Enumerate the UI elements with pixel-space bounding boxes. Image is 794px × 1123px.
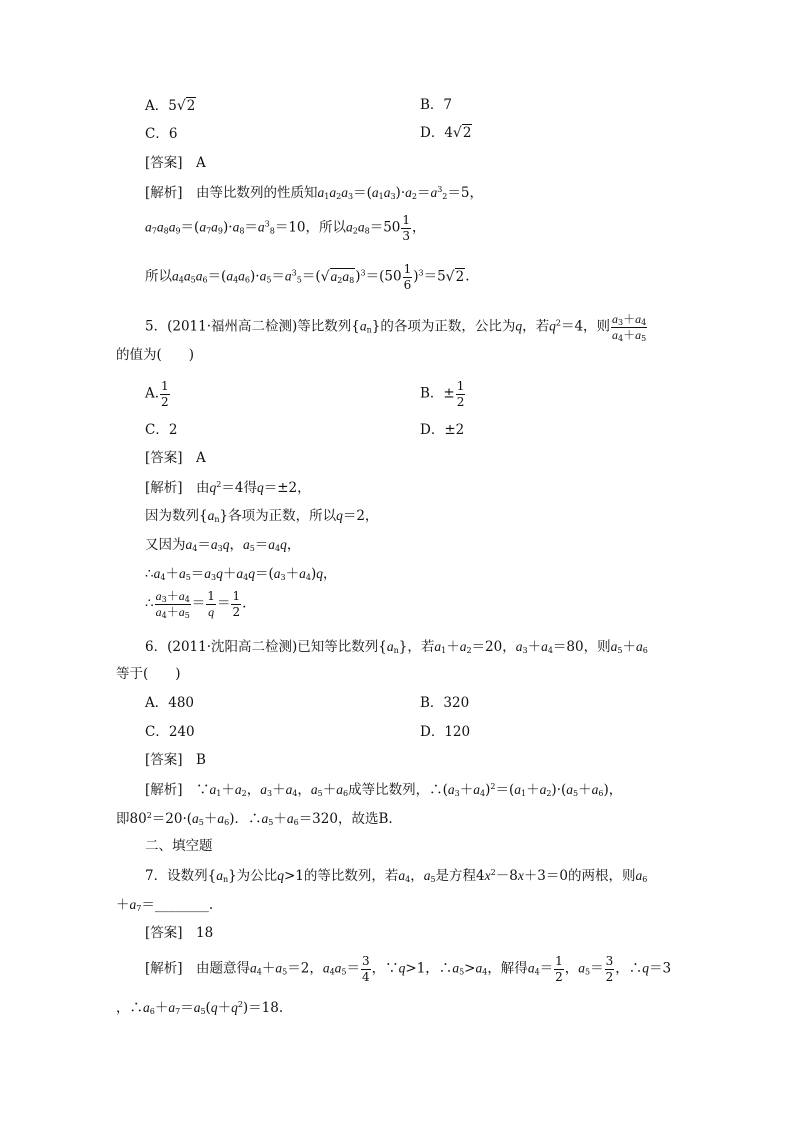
q4-option-b: B．7: [420, 97, 453, 113]
q6-option-a: A．480: [145, 695, 195, 711]
q7-analysis-line-2: ，$\therefore a_6+a_7=a_5(q+q^2)=18$.: [116, 1000, 284, 1016]
q6-stem: 6．(2011·沈阳高二检测)已知等比数列$\{a_n\}$，若$a_1+a_2=20$，$a_3+a_4=80$，则$a_5+a_6$: [145, 639, 648, 655]
q7-answer: [答案] 18: [145, 925, 214, 941]
q7-stem: 7．设数列$\{a_n\}$为公比q>1的等比数列，若$a_4$，$a_5$是方程$4x^2-8x+3=0$的两根，则$a_6$: [145, 868, 648, 884]
q7-analysis-line-1: [解析] 由题意得$a_4+a_5=2$，$a_4a_5=$ $\frac{3}{4}$ ，∵q>1，$\therefore a_5>a_4$，解得$a_4=$ $\frac{1}{2}$ ，$a_5=$ $\frac{3}{2}$ ，∴q＝3: [145, 954, 672, 984]
q5-analysis-line-1: [解析] 由$q^2=4$得q＝±2，: [145, 480, 311, 496]
section-title: 二、填空题: [145, 838, 213, 854]
q6-analysis-line-1: [解析] $\because a_1+a_2$，$a_3+a_4$，$a_5+a_6$成等比数列，$\therefore(a_3+a_4)^2=(a_1+a_2)\cdot(a_5+a_6)$，: [145, 782, 623, 798]
q5-option-b: B．± $\frac{1}{2}$: [420, 379, 465, 409]
q5-analysis-line-3: 又因为$a_4=a_3q$，$a_5=a_4q$，: [145, 537, 301, 553]
q4-analysis-line-2: $a_7a_8a_9=(a_7a_9)\cdot a_8=a^3_8=10$，所以$a_2a_8=50$ $\frac{1}{3}$ ，: [145, 213, 426, 243]
q4-analysis-line-3: 所以$a_4a_5a_6=(a_4a_6)\cdot a_5=a^3_5=(√a_2a_8)^3=(50$ $\frac{1}{6}$ )$^3$＝5√2.: [145, 262, 470, 292]
q4-analysis-line-1: [解析] 由等比数列的性质知$a_1a_2a_3=(a_1a_3)\cdot a_2=a^3_2=5$，: [145, 185, 483, 201]
q6-analysis-line-2: 即$80^2=20\cdot(a_5+a_6)$．$\therefore a_5+a_6=320$，故选B.: [116, 811, 393, 827]
q5-option-a: A. $\frac{1}{2}$: [145, 379, 169, 409]
q5-analysis-line-5: ∴ $\frac{a_3+a_4}{a_4+a_5}$ ＝ $\frac{1}{q}$ ＝ $\frac{1}{2}$ .: [145, 589, 247, 620]
q6-option-c: C．240: [145, 724, 195, 740]
q7-stem-2: $+a_7=\_\_\_\_\_\_\_\_$.: [116, 897, 214, 913]
q5-option-c: C．2: [145, 422, 178, 438]
q6-option-d: D．120: [420, 724, 471, 740]
q5-analysis-line-2: 因为数列$\{a_n\}$各项为正数，所以q＝2，: [145, 508, 379, 524]
q4-option-c: C．6: [145, 126, 178, 142]
q5-analysis-line-4: $\therefore a_4+a_5=a_3q+a_4q=(a_3+a_4)q$，: [145, 566, 337, 582]
q6-stem-2: 等于( ): [116, 666, 181, 682]
q4-option-a: A．5√2: [145, 98, 196, 114]
q6-option-b: B．320: [420, 695, 470, 711]
q5-stem-2: 的值为( ): [116, 347, 195, 363]
q4-answer: [答案] A: [145, 155, 206, 171]
q5-option-d: D．±2: [420, 422, 465, 438]
q5-answer: [答案] A: [145, 450, 206, 466]
q5-stem: 5．(2011·福州高二检测)等比数列$\{a_n\}$的各项为正数，公比为q，若$q^2=4$，则 $\frac{a_3+a_4}{a_4+a_5}$: [145, 312, 647, 343]
q4-option-d: D．4√2: [420, 125, 472, 141]
q6-answer: [答案] B: [145, 752, 206, 768]
